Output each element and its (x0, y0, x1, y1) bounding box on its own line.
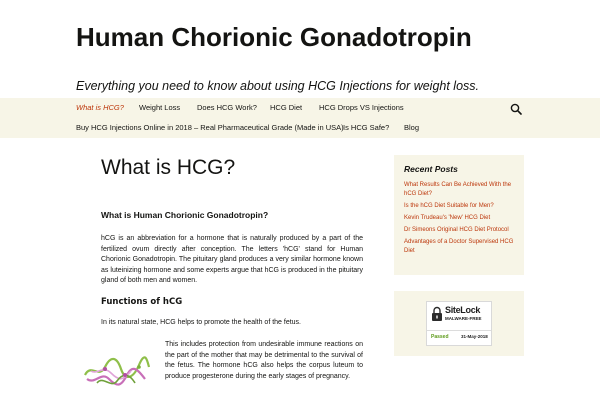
padlock-icon (431, 306, 443, 322)
site-header (0, 0, 600, 98)
article-paragraph-fetus: In its natural state, HCG helps to promote the health of the fetus. (101, 319, 301, 326)
site-title[interactable]: Human Chorionic Gonadotropin (76, 22, 472, 52)
recent-post-link[interactable]: Advantages of a Doctor Supervised HCG Diet (404, 239, 514, 254)
nav-item-is-hcg-safe[interactable]: Is HCG Safe? (343, 123, 390, 132)
nav-item-blog[interactable]: Blog (404, 123, 420, 132)
article-subheading: What is Human Chorionic Gonadotropin? (101, 210, 269, 220)
functions-heading: Functions of hCG (101, 297, 183, 307)
recent-post-link[interactable]: Kevin Trudeau's 'New' HCG Diet (404, 215, 491, 221)
nav-row-primary (0, 98, 600, 118)
recent-posts-widget (394, 155, 524, 275)
hcg-molecule-image (81, 345, 151, 395)
sitelock-brand: SiteLock (445, 305, 481, 315)
nav-item-hcg-diet[interactable]: HCG Diet (270, 103, 303, 112)
nav-item-hcg-drops-vs-injections[interactable]: HCG Drops VS Injections (319, 103, 404, 112)
sitelock-status: Passed (431, 334, 449, 340)
search-icon[interactable] (510, 103, 522, 115)
page-title: What is HCG? (101, 156, 236, 179)
main-navigation (0, 98, 600, 138)
nav-item-what-is-hcg[interactable]: What is HCG? (76, 103, 124, 112)
sitelock-subtitle: MALWARE-FREE (445, 316, 482, 321)
sitelock-date: 31-May-2018 (461, 334, 488, 339)
recent-post-link[interactable]: Is the hCG Diet Suitable for Men? (404, 203, 494, 209)
site-description: Everything you need to know about using HCG Injections for weight loss. (76, 79, 479, 93)
sitelock-divider (427, 330, 491, 331)
sitelock-widget (394, 291, 524, 356)
article-paragraph-intro: hCG is an abbreviation for a hormone that is naturally produced by a part of the fertilized ovum directly after conception. The letters 'hCG' stand for Human Chorionic Gonadotropin. The pituitary gland produces a very similar hormone known as luteinizing hormone and some experts argue that hCG is produced in the pituitary gland of both men and women. (101, 235, 363, 285)
article-paragraph-functions: This includes protection from undesirable immune reactions on the part of the mother that may be detrimental to the survival of the fetus. The hormone hCG also helps the corpus luteum to produce progesterone during the early stages of pregnancy. (165, 341, 363, 380)
nav-row-secondary (0, 118, 600, 138)
nav-item-buy-hcg-injections[interactable]: Buy HCG Injections Online in 2018 – Real Pharmaceutical Grade (Made in USA) (76, 123, 344, 132)
recent-post-link[interactable]: What Results Can Be Achieved With the hCG Diet? (404, 182, 512, 197)
recent-posts-title: Recent Posts (404, 164, 458, 174)
recent-posts-list (404, 181, 522, 259)
sitelock-badge[interactable] (426, 301, 492, 346)
nav-item-does-hcg-work[interactable]: Does HCG Work? (197, 103, 257, 112)
recent-post-link[interactable]: Dr Simeons Original HCG Diet Protocol (404, 227, 509, 233)
nav-item-weight-loss[interactable]: Weight Loss (139, 103, 181, 112)
